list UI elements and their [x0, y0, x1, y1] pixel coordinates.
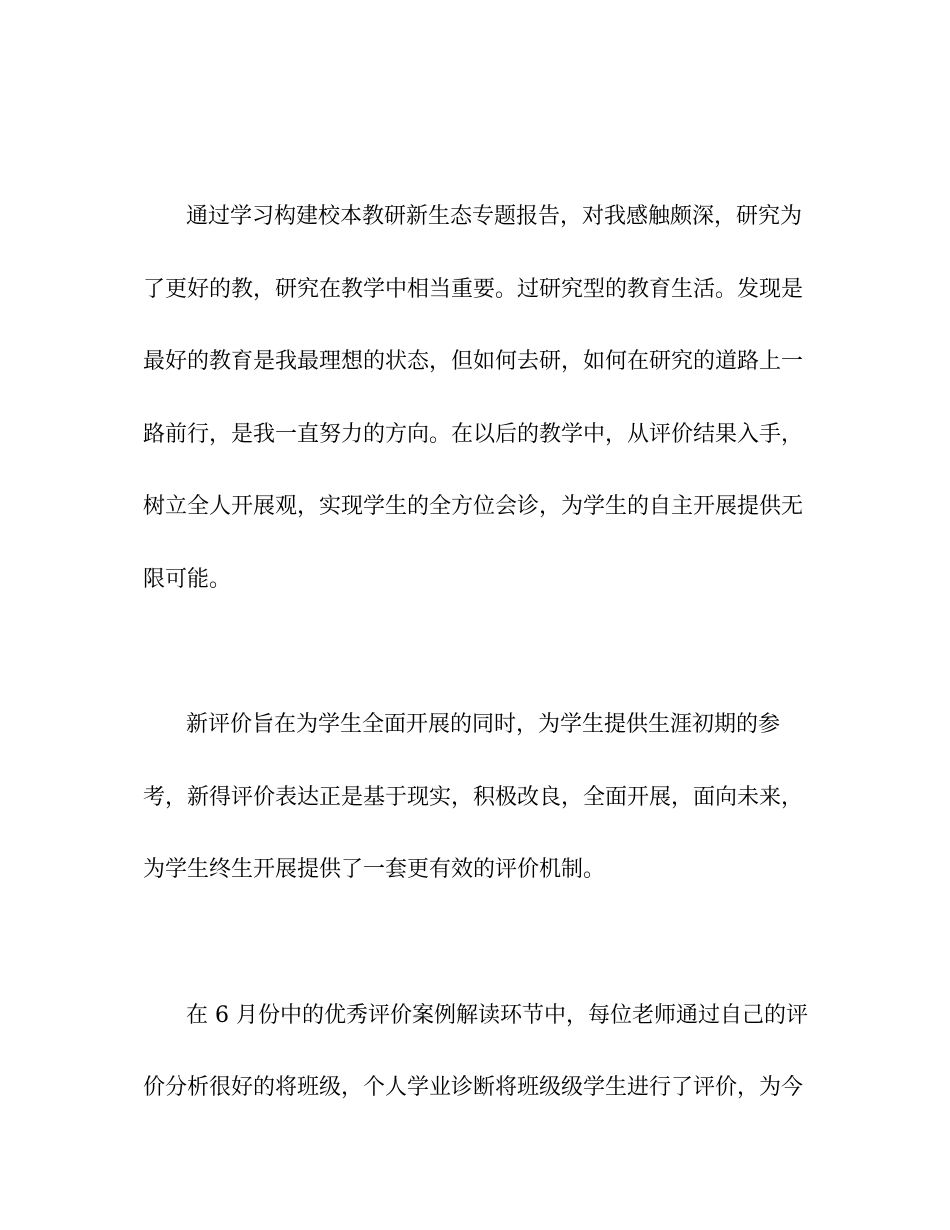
paragraph-line: 为学生终生开展提供了一套更有效的评价机制。 — [143, 857, 606, 882]
paragraph-line: 新评价旨在为学生全面开展的同时，为学生提供生涯初期的参 — [186, 712, 781, 737]
paragraph-line: 限可能。 — [143, 567, 232, 592]
paragraph-line: 路前行，是我一直努力的方向。在以后的教学中，从评价结果入手， — [143, 422, 804, 447]
paragraph-line: 最好的教育是我最理想的状态，但如何去研，如何在研究的道路上一 — [143, 349, 804, 374]
paragraph-line: 考，新得评价表达正是基于现实，积极改良，全面开展，面向未来， — [143, 785, 804, 810]
paragraph-line: 了更好的教，研究在教学中相当重要。过研究型的教育生活。发现是 — [143, 277, 804, 302]
paragraph-line: 树立全人开展观，实现学生的全方位会诊，为学生的自主开展提供无 — [143, 494, 804, 519]
paragraph-line: 价分析很好的将班级，个人学业诊断将班级级学生进行了评价，为今 — [143, 1075, 804, 1100]
paragraph-line: 在 6 月份中的优秀评价案例解读环节中，每位老师通过自己的评 — [186, 1003, 808, 1028]
paragraph-line: 通过学习构建校本教研新生态专题报告，对我感触颇深，研究为 — [186, 204, 803, 229]
